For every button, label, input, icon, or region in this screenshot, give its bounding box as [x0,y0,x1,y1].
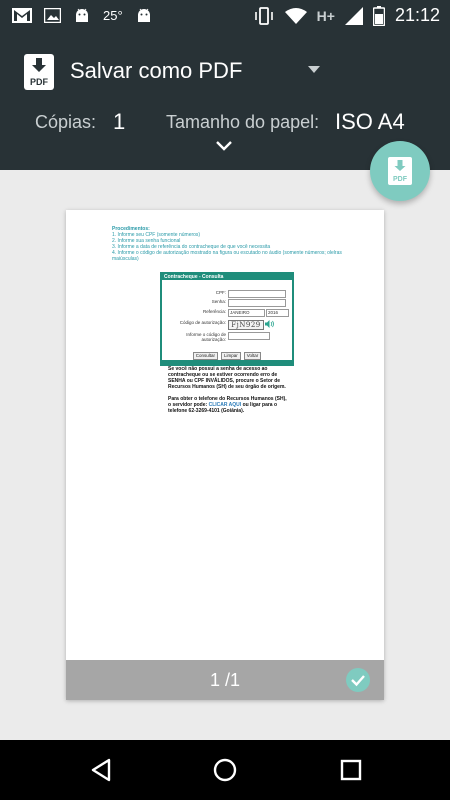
codigo-label: Código de autorização: [179,320,226,325]
recents-icon[interactable] [340,759,362,786]
paper-size-select[interactable]: ISO A4 [335,109,405,134]
consultar-button[interactable]: Consultar [193,352,218,360]
battery-icon [373,6,385,26]
image-icon [44,8,61,23]
procedure-step: 2. Informe sua senha funcional [112,238,181,244]
copies-input[interactable]: 1 [113,109,126,134]
pdf-download-icon [388,157,412,185]
senha-label: Senha: [211,299,226,304]
printer-select-dropdown[interactable]: Salvar como PDF [70,58,243,83]
procedure-step: 4. Informe o código de autorização mostrado na figura ou escutado no áudio (somente números; olelras maiúsculas) [112,250,342,262]
procedure-step: 1. Informe seu CPF (somente números) [112,232,201,238]
temperature-text: 25° [103,7,123,23]
limpar-button[interactable]: Limpar [221,352,241,360]
procedure-step: 3. Informe a data de referência do contracheque de que você necessita [112,244,271,250]
vibrate-icon [253,7,275,25]
save-pdf-button[interactable] [370,141,430,201]
dropdown-arrow-icon[interactable] [308,66,320,73]
gmail-icon [12,8,32,23]
cpf-input[interactable] [228,290,286,298]
form-bottom-strip [162,360,292,364]
procedures-section [112,226,342,262]
phone-note-intro: Para obter o telefone do Recursos Humanos (SH), o servidor pode: [168,396,287,408]
voltar-button[interactable]: Voltar [244,352,262,360]
clock-time: 21:12 [394,5,440,25]
cpf-label: CPF: [215,290,226,295]
senha-input[interactable] [228,299,286,307]
procedures-title: Procedimentos: [112,226,150,232]
pdf-printer-icon [24,54,54,90]
click-here-link[interactable]: CLICAR AQUI [208,402,242,408]
print-preview-page[interactable] [66,210,384,700]
pdf-icon-label: PDF [30,77,48,87]
audio-speaker-icon[interactable] [265,320,275,329]
navigation-bar [0,740,450,800]
page-footer-bar [66,660,384,700]
codigo-input[interactable] [228,332,270,340]
payslip-form [160,272,294,366]
fab-pdf-label: PDF [393,176,407,183]
phone-note-rest: ou ligar para o telefone 62-3269-4101 (Goiânia). [168,402,278,414]
status-bar [0,0,450,32]
month-select[interactable]: JANEIRO [228,309,265,317]
back-icon[interactable] [90,758,112,787]
page-counter: 1 /1 [209,670,241,690]
referencia-label: Referência: [202,309,226,314]
expand-options-chevron-icon[interactable] [215,139,233,157]
signal-icon [345,7,363,25]
phone-note [168,396,288,414]
page-selected-check-icon[interactable] [346,668,370,692]
informe-codigo-label: Informe o código de autorização: [186,332,226,342]
network-type-label: H+ [316,7,335,24]
android-icon [73,6,91,24]
copies-label: Cópias: [35,112,97,132]
captcha-image: FjN929 [228,320,264,330]
paper-size-label: Tamanho do papel: [166,112,320,132]
year-select[interactable]: 2016 [266,309,289,317]
notes-section [168,366,288,420]
android-icon [135,6,153,24]
form-title: Contracheque - Consulta [162,274,292,280]
form-buttons [162,352,292,360]
password-note: Se você não possui a senha de acesso ao contracheque ou se estiver ocorrendo erro de SENHA ou CPF INVÁLIDOS, procure o Setor de Recursos Humanos (SH) de seu órgão de origem. [168,366,286,390]
wifi-icon [285,7,307,24]
home-icon[interactable] [213,758,237,787]
